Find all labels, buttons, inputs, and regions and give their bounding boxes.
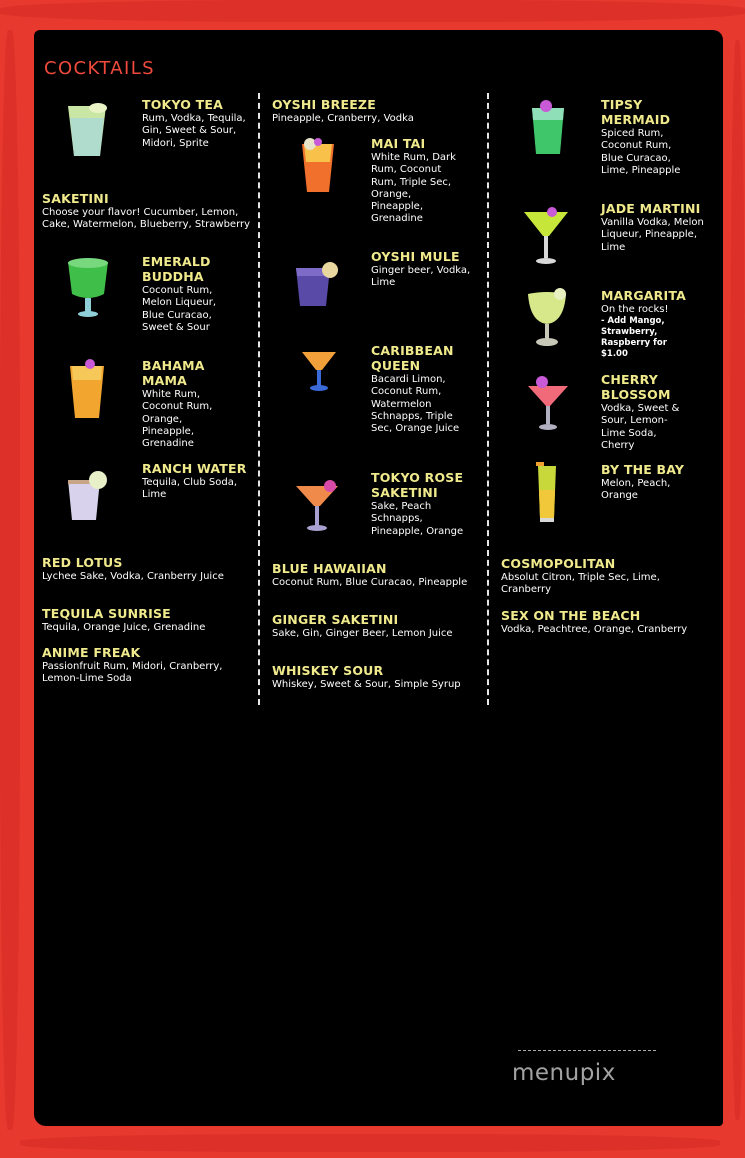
item-name: RED LOTUS — [42, 555, 123, 570]
item-name: COSMOPOLITAN — [501, 556, 616, 571]
frame-brush-left — [0, 30, 20, 1130]
item-name: CARIBBEAN QUEEN — [371, 343, 454, 373]
item-name: JADE MARTINI — [601, 201, 701, 216]
column-divider-right — [487, 93, 489, 705]
menu-item-tequila-sunrise — [42, 606, 252, 634]
item-description: White Rum, Coconut Rum, Orange, Pineapple, Grenadine — [142, 389, 213, 450]
menu-item-emerald-buddha — [142, 254, 228, 334]
frame-brush-top — [0, 0, 745, 22]
menu-item-oyshi-breeze — [272, 97, 482, 125]
item-name: TOKYO TEA — [142, 97, 223, 112]
item-description: Melon, Peach, Orange — [601, 478, 671, 502]
item-name: GINGER SAKETINI — [272, 612, 399, 627]
menu-item-sex-on-the-beach — [501, 608, 701, 636]
item-name: WHISKEY SOUR — [272, 663, 384, 678]
menu-item-margarita — [601, 288, 691, 360]
item-description: Tequila, Club Soda, Lime — [142, 477, 238, 501]
cherry-blossom-drink-icon — [526, 372, 570, 434]
tipsy-mermaid-drink-icon — [526, 98, 570, 158]
margarita-drink-icon — [524, 288, 570, 350]
item-description: White Rum, Dark Rum, Coconut Rum, Triple Sec, Orange, Pineapple, Grenadine — [371, 152, 456, 225]
menu-item-caribbean-queen — [371, 343, 461, 435]
caribbean-queen-drink-icon — [300, 348, 338, 394]
item-description: Coconut Rum, Blue Curacao, Pineapple — [272, 577, 468, 588]
menu-item-tokyo-rose-saketini — [371, 470, 466, 538]
item-name: RANCH WATER — [142, 461, 247, 476]
item-name: TEQUILA SUNRISE — [42, 606, 171, 621]
item-note: - Add Mango, Strawberry, Raspberry for $1.00 — [601, 316, 667, 360]
item-name: MARGARITA — [601, 288, 686, 303]
item-description: Bacardi Limon, Coconut Rum, Watermelon Schnapps, Triple Sec, Orange Juice — [371, 374, 460, 435]
watermark-line — [518, 1050, 656, 1051]
item-name: BY THE BAY — [601, 462, 685, 477]
item-description: Vodka, Peachtree, Orange, Cranberry — [501, 624, 688, 635]
item-description: Choose your flavor! Cucumber, Lemon, Cake, Watermelon, Blueberry, Strawberry — [42, 207, 251, 231]
jade-martini-drink-icon — [522, 206, 570, 268]
item-description-text: On the rocks! — [601, 304, 669, 315]
menu-item-whiskey-sour — [272, 663, 482, 691]
item-name: TIPSY MERMAID — [601, 97, 671, 127]
menu-item-jade-martini — [601, 201, 711, 254]
item-description: Ginger beer, Vodka, Lime — [371, 265, 471, 289]
watermark-logo: menupix — [512, 1060, 616, 1086]
item-description: Whiskey, Sweet & Sour, Simple Syrup — [272, 679, 461, 690]
menu-item-red-lotus — [42, 555, 252, 583]
item-description: Vodka, Sweet & Sour, Lemon-Lime Soda, Cherry — [601, 403, 680, 451]
item-description: Passionfruit Rum, Midori, Cranberry, Lemon-Lime Soda — [42, 661, 223, 685]
menu-item-blue-hawaiian — [272, 561, 482, 589]
item-name: ANIME FREAK — [42, 645, 141, 660]
menu-item-anime-freak — [42, 645, 252, 686]
item-description: Rum, Vodka, Tequila, Gin, Sweet & Sour, Midori, Sprite — [142, 113, 246, 149]
bahama-mama-drink-icon — [64, 358, 110, 422]
ranch-water-drink-icon — [62, 470, 112, 522]
item-description: Spiced Rum, Coconut Rum, Blue Curacao, Lime, Pineapple — [601, 128, 681, 176]
menu-item-saketini — [42, 191, 252, 232]
item-description: Lychee Sake, Vodka, Cranberry Juice — [42, 571, 224, 582]
item-name: OYSHI BREEZE — [272, 97, 376, 112]
menu-item-by-the-bay — [601, 462, 701, 503]
menu-item-tipsy-mermaid — [601, 97, 696, 177]
menu-item-tokyo-tea — [142, 97, 252, 150]
item-description: Sake, Gin, Ginger Beer, Lemon Juice — [272, 628, 453, 639]
item-name: MAI TAI — [371, 136, 426, 151]
frame-brush-bottom — [20, 1134, 720, 1152]
menu-item-oyshi-mule — [371, 249, 471, 290]
item-name: EMERALD BUDDHA — [142, 254, 211, 284]
item-name: OYSHI MULE — [371, 249, 460, 264]
menupix-watermark — [506, 1048, 664, 1102]
emerald-buddha-drink-icon — [64, 254, 112, 320]
by-the-bay-drink-icon — [532, 460, 562, 526]
item-name: SEX ON THE BEACH — [501, 608, 641, 623]
item-name: SAKETINI — [42, 191, 109, 206]
item-description: Vanilla Vodka, Melon Liqueur, Pineapple, Lime — [601, 217, 704, 253]
item-description: Tequila, Orange Juice, Grenadine — [42, 622, 206, 633]
item-name: TOKYO ROSE SAKETINI — [371, 470, 464, 500]
menu-item-cosmopolitan — [501, 556, 701, 597]
item-description: Sake, Peach Schnapps, Pineapple, Orange — [371, 501, 464, 537]
column-divider-left — [258, 93, 260, 705]
item-description: Coconut Rum, Melon Liqueur, Blue Curacao, Sweet & Sour — [142, 285, 217, 333]
frame-brush-right — [730, 40, 745, 1120]
menu-item-ranch-water — [142, 461, 252, 502]
item-description: Pineapple, Cranberry, Vodka — [272, 113, 414, 124]
menu-item-cherry-blossom — [601, 372, 681, 452]
item-name: BAHAMA MAMA — [142, 358, 205, 388]
menu-item-bahama-mama — [142, 358, 232, 450]
tokyo-rose-saketini-drink-icon — [294, 478, 342, 534]
mai-tai-drink-icon — [296, 136, 340, 196]
section-title: COCKTAILS — [44, 58, 155, 79]
item-description — [601, 304, 691, 360]
menu-item-mai-tai — [371, 136, 456, 226]
item-name: CHERRY BLOSSOM — [601, 372, 671, 402]
item-name: BLUE HAWAIIAN — [272, 561, 387, 576]
oyshi-mule-drink-icon — [292, 262, 340, 308]
menu-item-ginger-saketini — [272, 612, 482, 640]
tokyo-tea-drink-icon — [62, 100, 112, 158]
item-description: Absolut Citron, Triple Sec, Lime, Cranberry — [501, 572, 660, 596]
